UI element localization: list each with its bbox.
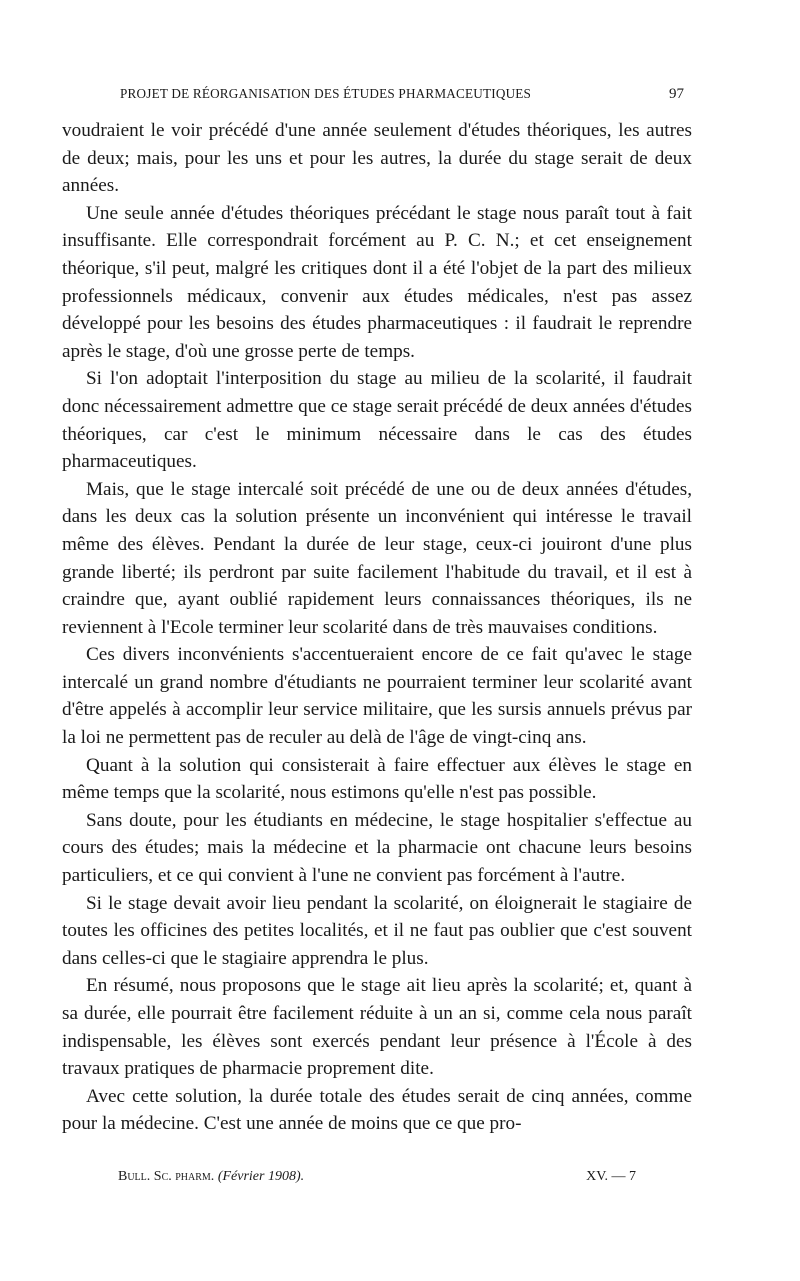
paragraph: Ces divers inconvénients s'accentueraient encore de ce fait qu'avec le stage intercalé un grand nombre d'étudiants ne pourraient terminer leur scolarité avant d'être appelés à accomplir leur service militaire, que les sursis annuels prévus par la loi ne permettent pas de reculer au delà de l'âge de vingt-cinq ans. bbox=[62, 644, 692, 749]
paragraph: Mais, que le stage intercalé soit précédé de une ou de deux années d'études, dans les deux cas la solution présente un inconvénient qui intéresse le travail même des élèves. Pendant la durée de leur stage, ceux-ci jouiront d'une plus grande liberté; ils perdront par suite facilement l'habitude du travail, et il est à craindre que, ayant oublié rapidement leurs connaissances théoriques, ils ne reviennent à l'Ecole terminer leur scolarité dans de très mauvaises conditions. bbox=[62, 478, 692, 638]
paragraph: Sans doute, pour les étudiants en médecine, le stage hospitalier s'effectue au cours des études; mais la médecine et la pharmacie ont chacune leurs besoins particuliers, et ce qui convient à l'une ne convient pas forcément à l'autre. bbox=[62, 809, 692, 887]
paragraph: Si l'on adoptait l'interposition du stage au milieu de la scolarité, il faudrait donc nécessairement admettre que ce stage serait précédé de deux années d'études théoriques, car c'est le minimum nécessaire dans le cas des études pharmaceutiques. bbox=[62, 368, 692, 473]
paragraph: Avec cette solution, la durée totale des études serait de cinq années, comme pour la médecine. C'est une année de moins que ce que pro- bbox=[62, 1085, 692, 1135]
running-head bbox=[62, 86, 684, 110]
running-title: PROJET DE RÉORGANISATION DES ÉTUDES PHARMACEUTIQUES bbox=[120, 86, 532, 101]
paragraph-continued: voudraient le voir précédé d'une année seulement d'études théoriques, les autres de deux; mais, pour les uns et pour les autres, la durée du stage serait de deux années. bbox=[62, 120, 692, 197]
page-number: 97 bbox=[669, 86, 684, 102]
paragraph: En résumé, nous proposons que le stage ait lieu après la scolarité; et, quant à sa durée, elle pourrait être facilement réduite à un an si, comme cela nous paraît indispensable, les élèves sont exercés pendant leur présence à l'École à des travaux pratiques de pharmacie proprement dite. bbox=[62, 975, 692, 1080]
issue-date: (Février 1908). bbox=[217, 1169, 305, 1184]
journal-citation bbox=[118, 1169, 304, 1185]
body-text bbox=[62, 117, 692, 1138]
paragraph: Si le stage devait avoir lieu pendant la scolarité, on éloignerait le stagiaire de toutes les officines des petites localités, et il ne faut pas oublier que c'est souvent dans celles-ci que le stagiaire apprendra le plus. bbox=[62, 892, 692, 969]
paragraph: Une seule année d'études théoriques précédant le stage nous paraît tout à fait insuffisante. Elle correspondrait forcément au P. C. N.; et cet enseignement théorique, s'il peut, malgré les critiques dont il a été l'objet de la part des milieux professionnels médicaux, convenir aux études médicales, n'est pas assez développé pour les besoins des études pharmaceutiques : il faudrait le reprendre après le stage, d'où une grosse perte de temps. bbox=[62, 202, 692, 362]
journal-name: Bull. Sc. pharm. bbox=[118, 1169, 215, 1184]
signature-mark: XV. — 7 bbox=[586, 1169, 636, 1184]
paragraph: Quant à la solution qui consisterait à faire effectuer aux élèves le stage en même temps que la scolarité, nous estimons qu'elle n'est pas possible. bbox=[62, 754, 692, 804]
page-footer bbox=[62, 1169, 692, 1191]
